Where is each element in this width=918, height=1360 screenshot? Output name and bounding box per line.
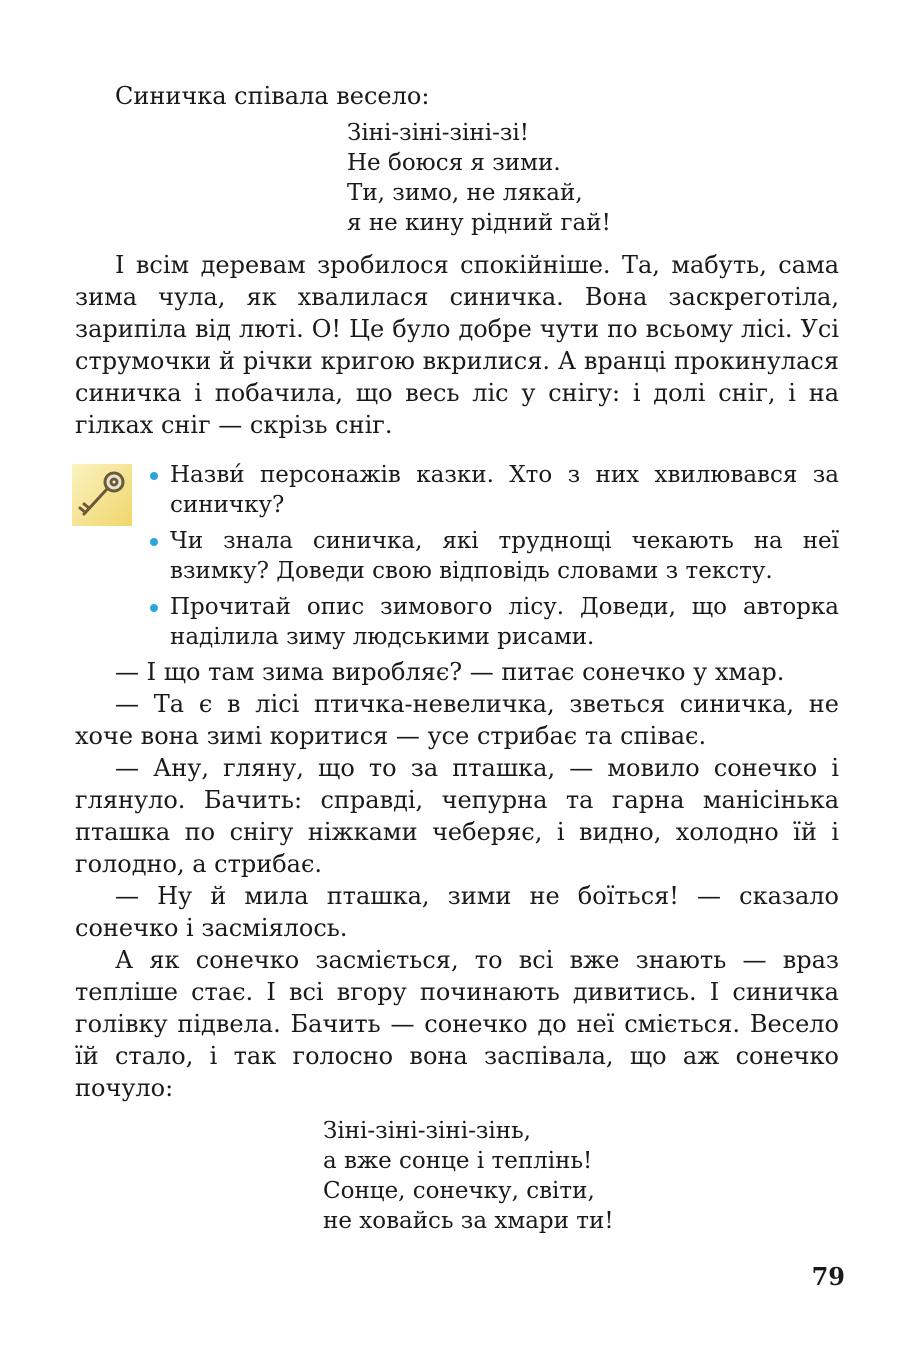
key-icon (72, 464, 132, 526)
poem-line: Зіні-зіні-зіні-зінь, (323, 1118, 531, 1144)
bullet-icon (150, 538, 158, 546)
dialog-paragraph: — Ану, гляну, що то за пташка, — мовило сонечко і глянуло. Бачить: справді, чепурна та гарна манісінька пташка по снігу ніжками чеберяє, і видно, холодно їй і голодно, а стрибає. (75, 754, 839, 878)
question-item (148, 460, 839, 520)
poem-line: Ти, зимо, не лякай, (347, 180, 583, 206)
poem-line: Не боюся я зими. (347, 150, 561, 176)
question-item (148, 592, 839, 652)
question-text: Чи знала синичка, які труднощі чекають на неї взимку? Доведи свою відповідь словами з тексту. (170, 528, 839, 584)
paragraph-winter: І всім деревам зробилося спокійніше. Та, мабуть, сама зима чула, як хвалилася синичка. Вона заскреготіла, зарипіла від люті. О! Це було добре чути по всьому лісі. Усі струмочки й річки кригою вкрилися. А вранці прокинулася синичка і побачила, що весь ліс у снігу: і долі сніг, і на гілках сніг — скрізь сніг. (75, 251, 839, 439)
poem-second (323, 1116, 614, 1236)
question-text: Прочитай опис зимового лісу. Доведи, що авторка наділила зиму людськими рисами. (170, 594, 839, 650)
bullet-icon (150, 472, 158, 480)
page-number: 79 (811, 1262, 845, 1291)
intro-line: Синичка співала весело: (115, 82, 430, 110)
poem-first (347, 118, 611, 238)
poem-line: Сонце, сонечку, світи, (323, 1178, 595, 1204)
dialog-paragraph: — Та є в лісі птичка-невеличка, зветься синичка, не хоче вона зимі коритися — усе стрибає та співає. (75, 690, 839, 750)
poem-line: Зіні-зіні-зіні-зі! (347, 120, 530, 146)
bullet-icon (150, 604, 158, 612)
dialog-paragraph: А як сонечко засміється, то всі вже знають — враз тепліше стає. І всі вгору починають дивитись. І синичка голівку підвела. Бачить — сонечко до неї сміється. Весело їй стало, і так голосно вона заспівала, що аж сонечко почуло: (75, 946, 839, 1102)
dialog-paragraph: — І що там зима виробляє? — питає сонечко у хмар. (115, 658, 785, 686)
question-text: Назви́ персонажів казки. Хто з них хвилювався за синичку? (170, 462, 839, 518)
poem-line: я не кину рідний гай! (347, 210, 611, 236)
dialog-paragraph: — Ну й мила пташка, зими не боїться! — сказало сонечко і засміялось. (75, 882, 839, 942)
question-item (148, 526, 839, 586)
poem-line: а вже сонце і теплінь! (323, 1148, 593, 1174)
dialog-section (75, 656, 839, 1104)
poem-line: не ховайсь за хмари ти! (323, 1208, 614, 1234)
questions-list (148, 460, 839, 658)
